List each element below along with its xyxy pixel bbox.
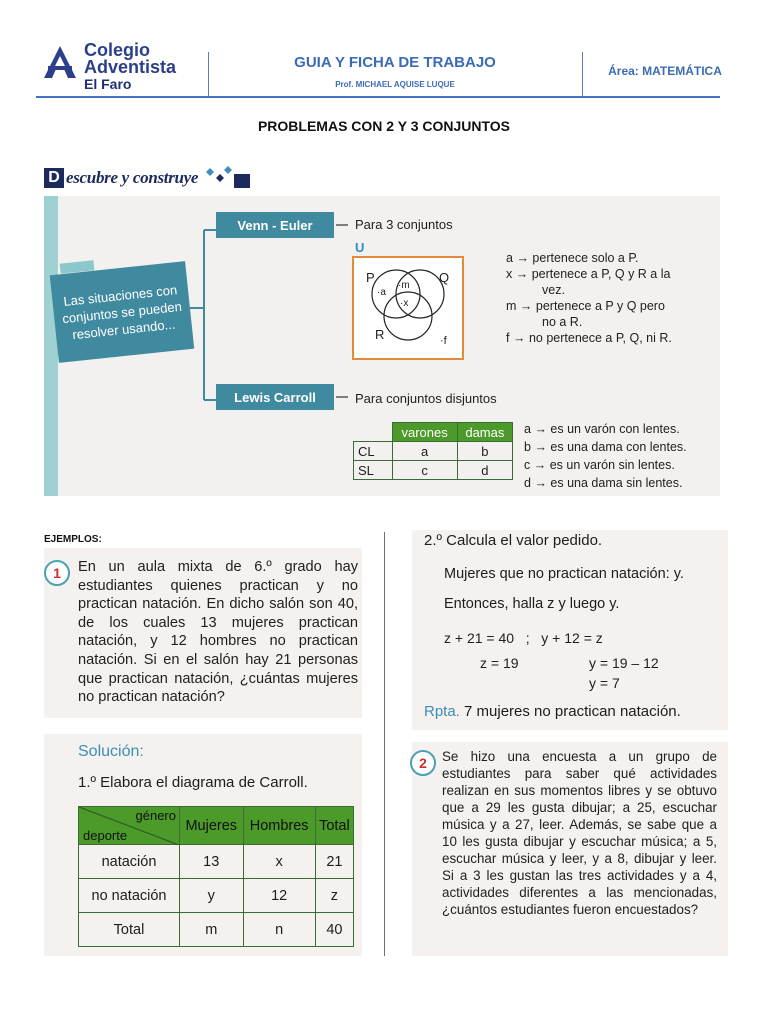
carroll-small-table bbox=[353, 422, 513, 480]
problem-2-text: Se hizo una encuesta a un grupo de estudiantes para saber qué actividades realizan en sus momentos libres y se obtuvo que a 29 les gusta dibujar; a 25, escuchar música y a 27, leer. Además, se sabe que a 10 les gusta dibujar y escuchar música; a 5, escuchar música y leer, y a 8, dibujar y leer. Si a 3 les gustan las tres actividades y a 4, actividades diferentes a las mencionadas, ¿cuántos estudiantes fueron encuestados? bbox=[442, 749, 717, 917]
equation-1: z + 21 = 40 ; y + 12 = z bbox=[444, 630, 603, 646]
descubre-banner bbox=[44, 166, 252, 190]
column-header: Hombres bbox=[243, 807, 315, 845]
equation-2: z = 19 bbox=[480, 655, 519, 671]
lewis-caption: Para conjuntos disjuntos bbox=[355, 391, 497, 406]
legend-item: a → pertenece solo a P. bbox=[506, 251, 639, 265]
diamonds-icon bbox=[200, 166, 252, 190]
table-row bbox=[79, 913, 354, 947]
table-row bbox=[354, 423, 513, 442]
equation-3: y = 19 – 12 bbox=[589, 655, 659, 671]
header-separator bbox=[582, 52, 583, 96]
step-2-line1: Mujeres que no practican natación: y. bbox=[444, 566, 684, 582]
header-separator bbox=[208, 52, 209, 96]
problem-1-text: En un aula mixta de 6.º grado hay estudiantes quienes practican y no practican natación. En dicho salón son 40, de los cuales 13 mujeres practican natación, y 12 hombres no practican natación. Si en el salón hay 21 personas que practican natación, ¿cuántas mujeres no practican natación? bbox=[78, 559, 358, 706]
venn-point-x: ·x bbox=[400, 298, 409, 309]
row-header: CL bbox=[354, 442, 393, 461]
universe-label: U bbox=[355, 240, 365, 255]
school-line2: Adventista bbox=[84, 57, 177, 77]
header-teacher: Prof. MICHAEL AQUISE LUQUE bbox=[335, 80, 455, 89]
corner-top-label: género bbox=[135, 808, 176, 823]
table-cell: n bbox=[243, 913, 315, 947]
table-cell: m bbox=[180, 913, 244, 947]
legend-item: x → pertenece a P, Q y R a la bbox=[506, 267, 671, 281]
row-header: no natación bbox=[79, 879, 180, 913]
table-row bbox=[79, 845, 354, 879]
header-title: GUIA Y FICHA DE TRABAJO bbox=[294, 54, 496, 71]
school-line1: Colegio bbox=[84, 40, 150, 60]
corner-cell bbox=[79, 807, 180, 845]
legend-item: d → es una dama sin lentes. bbox=[524, 476, 683, 490]
problem-2-number: 2 bbox=[410, 750, 436, 776]
table-cell: 12 bbox=[243, 879, 315, 913]
solution-heading: Solución: bbox=[78, 743, 144, 760]
row-header: natación bbox=[79, 845, 180, 879]
corner-bottom-label: deporte bbox=[83, 828, 128, 843]
venn-euler-label: Venn - Euler bbox=[237, 217, 313, 233]
venn-point-m: ·m bbox=[398, 280, 410, 291]
school-line3: El Faro bbox=[84, 76, 132, 92]
banner-d-letter: D bbox=[44, 168, 64, 188]
venn-point-a: ·a bbox=[377, 287, 386, 298]
row-header: SL bbox=[354, 461, 393, 480]
legend-item: a → es un varón con lentes. bbox=[524, 422, 680, 436]
table-cell: 21 bbox=[315, 845, 353, 879]
school-logo-icon bbox=[42, 44, 78, 80]
problem-1-number: 1 bbox=[44, 560, 70, 586]
table-row bbox=[354, 461, 513, 480]
table-cell: c bbox=[392, 461, 457, 480]
column-header: varones bbox=[392, 423, 457, 442]
situaciones-box bbox=[50, 261, 194, 363]
legend-item: f → no pertenece a P, Q, ni R. bbox=[506, 331, 672, 345]
header-area: Área: MATEMÁTICA bbox=[608, 64, 722, 78]
legend-item-cont: vez. bbox=[542, 283, 565, 297]
table-cell: z bbox=[315, 879, 353, 913]
header-rule bbox=[36, 96, 720, 98]
carroll-table bbox=[78, 806, 354, 947]
table-cell: 40 bbox=[315, 913, 353, 947]
step-2-line2: Entonces, halla z y luego y. bbox=[444, 596, 620, 612]
row-header: Total bbox=[79, 913, 180, 947]
legend-item: b → es una dama con lentes. bbox=[524, 440, 687, 454]
legend-item-cont: no a R. bbox=[542, 315, 583, 329]
lewis-legend bbox=[524, 420, 687, 492]
table-row bbox=[79, 879, 354, 913]
ejemplos-label: EJEMPLOS: bbox=[44, 534, 102, 545]
table-row bbox=[354, 442, 513, 461]
page-title: PROBLEMAS CON 2 Y 3 CONJUNTOS bbox=[257, 118, 511, 134]
table-cell: 13 bbox=[180, 845, 244, 879]
table-cell: d bbox=[457, 461, 512, 480]
set-label-r: R bbox=[375, 327, 385, 342]
legend-item: m → pertenece a P y Q pero bbox=[506, 299, 665, 313]
column-header: damas bbox=[457, 423, 512, 442]
lewis-carroll-label: Lewis Carroll bbox=[234, 389, 316, 405]
column-header: Total bbox=[315, 807, 353, 845]
step-1-text: 1.º Elabora el diagrama de Carroll. bbox=[78, 774, 308, 791]
set-label-q: Q bbox=[439, 270, 450, 285]
table-cell: a bbox=[392, 442, 457, 461]
column-header: Mujeres bbox=[180, 807, 244, 845]
venn-legend bbox=[506, 250, 672, 346]
venn-euler-box bbox=[216, 212, 334, 238]
table-cell: x bbox=[243, 845, 315, 879]
lewis-carroll-box bbox=[216, 384, 334, 410]
banner-text: escubre y construye bbox=[66, 168, 199, 187]
table-row bbox=[79, 807, 354, 845]
answer-label: Rpta. bbox=[424, 703, 460, 720]
school-name bbox=[84, 42, 176, 93]
column-divider bbox=[384, 532, 385, 956]
legend-item: c → es un varón sin lentes. bbox=[524, 458, 675, 472]
situaciones-text: Las situaciones con conjuntos se pueden resolver usando... bbox=[61, 281, 183, 342]
venn-point-f: ·f bbox=[440, 335, 447, 347]
equation-4: y = 7 bbox=[589, 675, 620, 691]
answer-line bbox=[424, 703, 681, 720]
set-label-p: P bbox=[366, 270, 375, 285]
table-cell: y bbox=[180, 879, 244, 913]
step-2-text: 2.º Calcula el valor pedido. bbox=[424, 532, 603, 549]
venn-caption: Para 3 conjuntos bbox=[355, 217, 453, 232]
answer-text: 7 mujeres no practican natación. bbox=[464, 703, 681, 720]
table-cell: b bbox=[457, 442, 512, 461]
